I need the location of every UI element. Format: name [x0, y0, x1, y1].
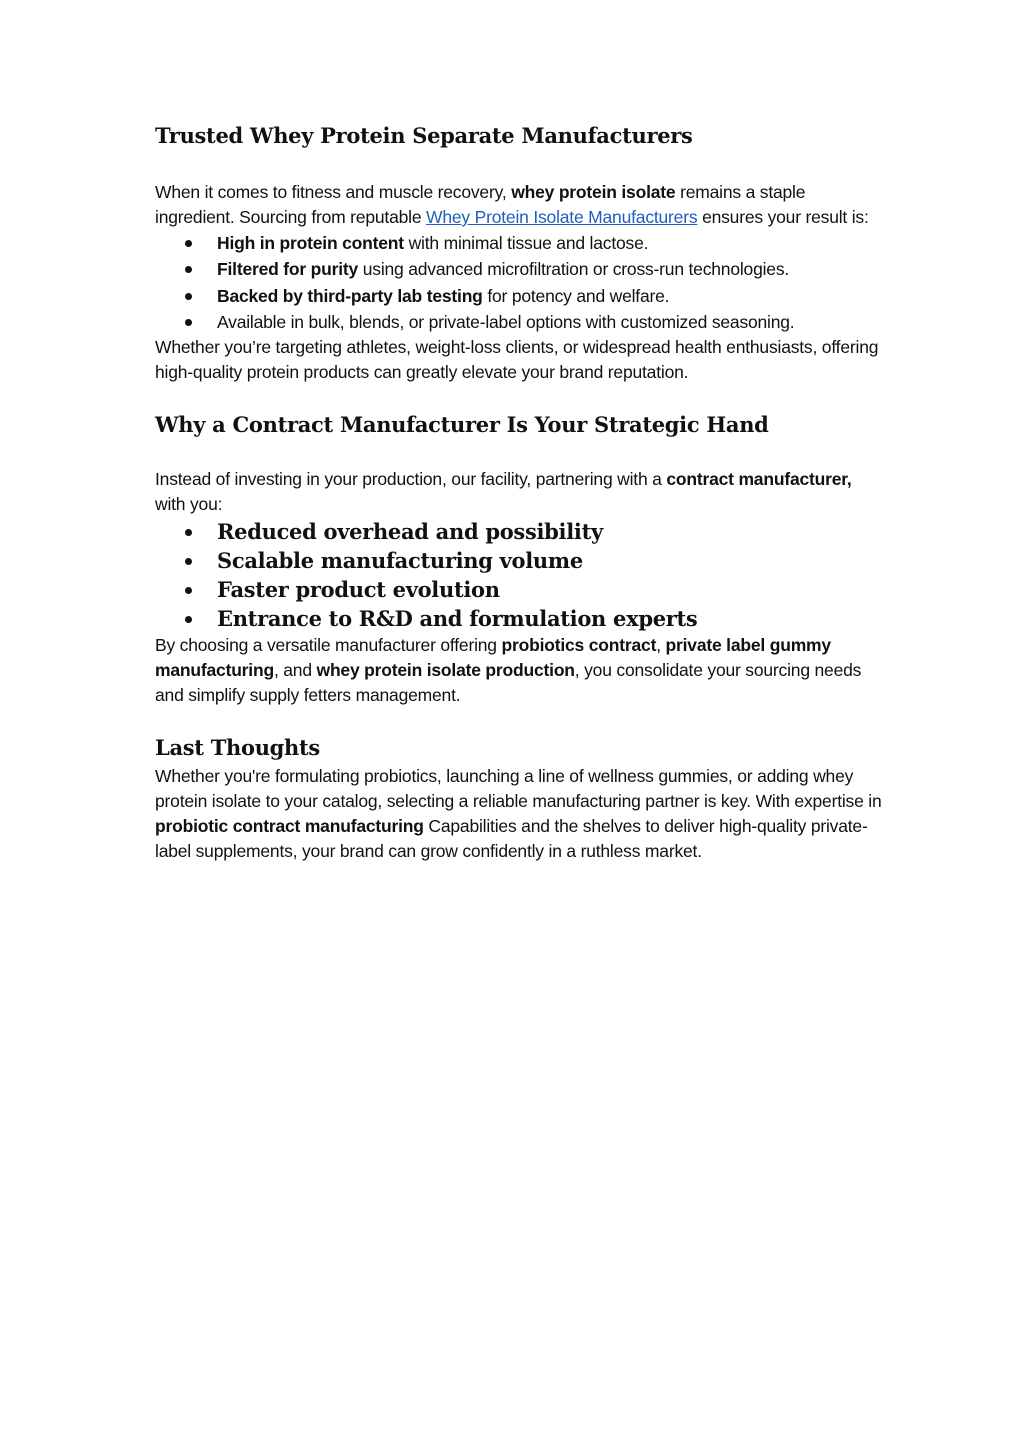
text-run: Whether you're formulating probiotics, launching a line of wellness gummies, or adding whey protein isolate to your catalog, selecting a reliable manufacturing partner is key. With expertise in: [155, 766, 882, 812]
text-run: for potency and welfare.: [482, 285, 670, 306]
list-item: [155, 256, 885, 282]
bold-run: High in protein content: [217, 233, 404, 253]
list-item: [155, 230, 885, 256]
text-run: with you:: [155, 494, 223, 515]
text-run: using advanced microfiltration or cross-run technologies.: [358, 259, 790, 280]
bold-run: Filtered for purity: [217, 259, 359, 280]
text-run: By choosing a versatile manufacturer offering: [155, 635, 502, 656]
bullet-icon: [185, 293, 192, 300]
list-item: [155, 517, 885, 546]
bold-run: whey protein isolate production: [316, 660, 575, 681]
whey-intro-paragraph: [155, 180, 885, 230]
bold-run: whey protein isolate: [511, 182, 676, 202]
list-item: [155, 546, 885, 575]
text-run: , you consolidate your sourcing needs and simplify supply fetters management.: [155, 660, 862, 706]
list-item: [155, 575, 885, 604]
contract-closing-paragraph: [155, 633, 885, 708]
text-run: When it comes to fitness and muscle recovery,: [155, 182, 512, 202]
bold-run: Backed by third-party lab testing: [217, 285, 483, 306]
text-run: ensures your result is:: [697, 207, 869, 227]
text-run: , and: [273, 660, 317, 681]
list-item: [155, 309, 885, 335]
list-item: [155, 604, 885, 633]
text-run: Capabilities and the shelves to deliver high-quality private-label supplements, your brand can grow confidently in a ruthless market.: [155, 816, 868, 862]
section-heading-whey: Trusted Whey Protein Separate Manufacturers: [155, 123, 693, 148]
text-run: remains a staple ingredient. Sourcing from reputable: [155, 182, 806, 227]
text-run: Faster product evolution: [217, 577, 500, 603]
text-run: with minimal tissue and lactose.: [403, 233, 649, 253]
contract-benefits-list: [155, 517, 885, 633]
whey-manufacturers-link[interactable]: Whey Protein Isolate Manufacturers: [426, 207, 698, 227]
text-run: Instead of investing in your production, our facility, partnering with a: [155, 469, 667, 490]
bold-run: private label gummy manufacturing: [155, 635, 831, 681]
bullet-icon: [185, 240, 192, 247]
bold-run: contract manufacturer,: [666, 469, 852, 490]
last-thoughts-paragraph: [155, 764, 885, 864]
bullet-icon: [185, 558, 192, 565]
whey-benefits-list: [155, 230, 885, 335]
text-run: Available in bulk, blends, or private-label options with customized seasoning.: [217, 311, 795, 332]
contract-intro-paragraph: [155, 467, 885, 517]
document-page: [155, 120, 885, 864]
text-run: Entrance to R&D and formulation experts: [217, 606, 698, 632]
section-heading-contract: Why a Contract Manufacturer Is Your Strategic Hand: [155, 412, 769, 438]
whey-closing-paragraph: Whether you’re targeting athletes, weight-loss clients, or widespread health enthusiasts, offering high-quality protein products can greatly elevate your brand reputation.: [155, 337, 879, 383]
bold-run: probiotics contract: [501, 635, 657, 656]
text-run: Reduced overhead and possibility: [217, 519, 603, 545]
bullet-icon: [185, 587, 192, 594]
bullet-icon: [185, 319, 192, 326]
text-run: Scalable manufacturing volume: [217, 548, 583, 574]
bold-run: probiotic contract manufacturing: [155, 816, 424, 837]
bullet-icon: [185, 266, 192, 273]
bullet-icon: [185, 529, 192, 536]
bullet-icon: [185, 616, 192, 623]
text-run: ,: [656, 635, 666, 656]
section-heading-last-thoughts: Last Thoughts: [155, 735, 320, 761]
list-item: [155, 283, 885, 309]
